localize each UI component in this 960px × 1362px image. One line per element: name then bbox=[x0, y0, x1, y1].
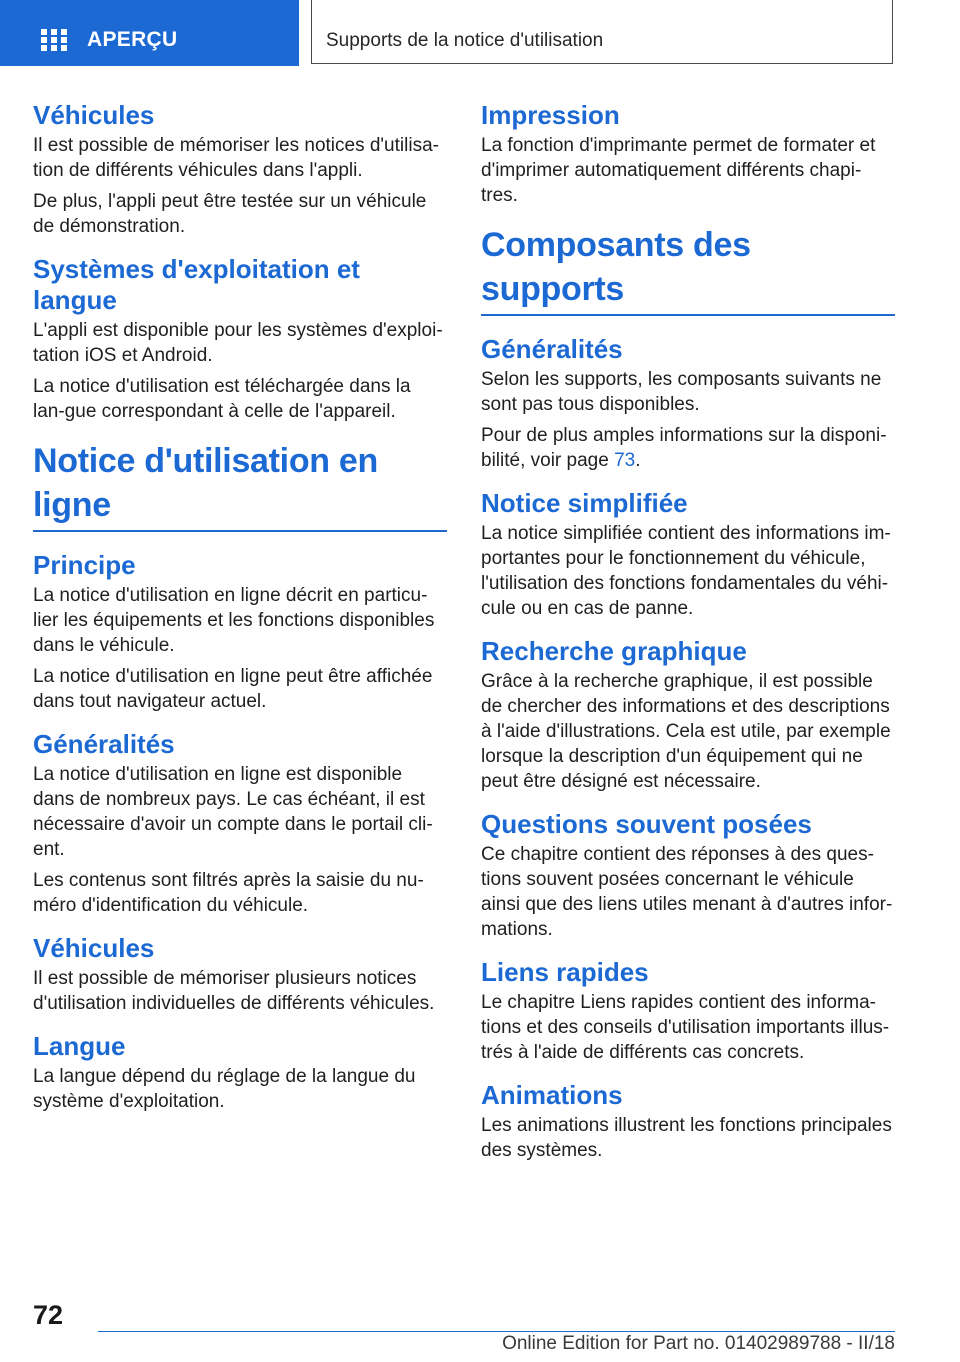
section-title: Langue bbox=[33, 1031, 126, 1061]
section-os-language bbox=[33, 254, 447, 424]
paragraph: La notice d'utilisation en ligne décrit en particu-lier les équipements et les fonctions disponibles dans le véhicule. bbox=[33, 585, 435, 656]
paragraph: De plus, l'appli peut être testée sur un véhicule de démonstration. bbox=[33, 191, 427, 237]
section-title: Véhicules bbox=[33, 933, 155, 963]
paragraph: La notice d'utilisation en ligne peut être affichée dans tout navigateur actuel. bbox=[33, 666, 433, 712]
paragraph: La notice d'utilisation en ligne est disponible dans de nombreux pays. Le cas échéant, il est nécessaire d'avoir un compte dans le portail cli-ent. bbox=[33, 764, 433, 860]
paragraph: L'appli est disponible pour les systèmes d'exploi-tation iOS et Android. bbox=[33, 320, 443, 366]
chapter-heading-components bbox=[481, 223, 895, 316]
section-printing bbox=[481, 100, 895, 208]
paragraph: Ce chapitre contient des réponses à des ques-tions souvent posées concernant le véhicule ainsi que des liens utiles menant à d'autres infor-mations. bbox=[481, 844, 893, 940]
grid-menu-icon bbox=[41, 29, 67, 51]
paragraph: Grâce à la recherche graphique, il est possible de chercher des informations et des descriptions à l'aide d'illustrations. Cela est utile, par exemple lorsque la description d'un équipement qui ne peut être désigné est nécessaire. bbox=[481, 671, 891, 792]
section-general bbox=[481, 334, 895, 473]
section-general bbox=[33, 729, 447, 918]
section-title: Généralités bbox=[33, 729, 175, 759]
section-title: Liens rapides bbox=[481, 957, 649, 987]
top-navigation-bar bbox=[0, 0, 960, 66]
section-vehicles-2 bbox=[33, 933, 447, 1016]
section-title: Notice simplifiée bbox=[481, 488, 688, 518]
chapter-heading-online bbox=[33, 439, 447, 532]
paragraph: La langue dépend du réglage de la langue du système d'exploitation. bbox=[33, 1066, 416, 1112]
paragraph: La notice simplifiée contient des informations im-portantes pour le fonctionnement du véhicule, l'utilisation des fonctions fondamentales du véhi-cule ou en cas de panne. bbox=[481, 523, 891, 619]
paragraph: Il est possible de mémoriser plusieurs notices d'utilisation individuelles de différents véhicules. bbox=[33, 968, 435, 1014]
page-link[interactable]: 73 bbox=[614, 450, 636, 471]
section-quick-guide bbox=[481, 488, 895, 621]
paragraph: Les animations illustrent les fonctions principales des systèmes. bbox=[481, 1115, 892, 1161]
edition-footer: Online Edition for Part no. 01402989788 - II/18 bbox=[502, 1333, 895, 1354]
overview-tab[interactable] bbox=[0, 0, 299, 66]
paragraph-text: . bbox=[635, 450, 641, 471]
chapter-title: Composants des supports bbox=[481, 223, 895, 316]
paragraph: Il est possible de mémoriser les notices d'utilisa-tion de différents véhicules dans l'appli. bbox=[33, 135, 439, 181]
paragraph: Les contenus sont filtrés après la saisie du nu-méro d'identification du véhicule. bbox=[33, 870, 424, 916]
section-title: Animations bbox=[481, 1080, 623, 1110]
section-vehicles bbox=[33, 100, 447, 239]
paragraph: La notice d'utilisation est téléchargée dans la lan-gue correspondant à celle de l'appareil. bbox=[33, 376, 411, 422]
right-column bbox=[481, 100, 895, 1178]
section-title: Systèmes d'exploitation et langue bbox=[33, 254, 360, 315]
section-title: Impression bbox=[481, 100, 620, 130]
chapter-title: Notice d'utilisation en ligne bbox=[33, 439, 447, 532]
section-language bbox=[33, 1031, 447, 1114]
section-title: Questions souvent posées bbox=[481, 809, 812, 839]
section-animations bbox=[481, 1080, 895, 1163]
paragraph: Le chapitre Liens rapides contient des informa-tions et des conseils d'utilisation importants illus-trés à l'aide de différents cas concrets. bbox=[481, 992, 890, 1063]
section-title: Principe bbox=[33, 550, 136, 580]
section-title: Véhicules bbox=[33, 100, 155, 130]
paragraph-with-link bbox=[481, 423, 895, 473]
overview-tab-label: APERÇU bbox=[87, 28, 178, 51]
section-principle bbox=[33, 550, 447, 714]
paragraph: Selon les supports, les composants suivants ne sont pas tous disponibles. bbox=[481, 369, 882, 415]
section-quick-links bbox=[481, 957, 895, 1065]
footer-divider bbox=[98, 1331, 895, 1332]
paragraph: La fonction d'imprimante permet de formater et d'imprimer automatiquement différents chapi-tres. bbox=[481, 135, 876, 206]
section-title: Généralités bbox=[481, 334, 623, 364]
paragraph-text: Pour de plus amples informations sur la disponi-bilité, voir page bbox=[481, 425, 887, 471]
chapter-tab[interactable] bbox=[311, 0, 893, 64]
section-title: Recherche graphique bbox=[481, 636, 747, 666]
section-faq bbox=[481, 809, 895, 942]
chapter-title: Supports de la notice d'utilisation bbox=[326, 30, 604, 51]
left-column bbox=[33, 100, 447, 1129]
section-graphic-search bbox=[481, 636, 895, 794]
page-number: 72 bbox=[33, 1300, 64, 1330]
